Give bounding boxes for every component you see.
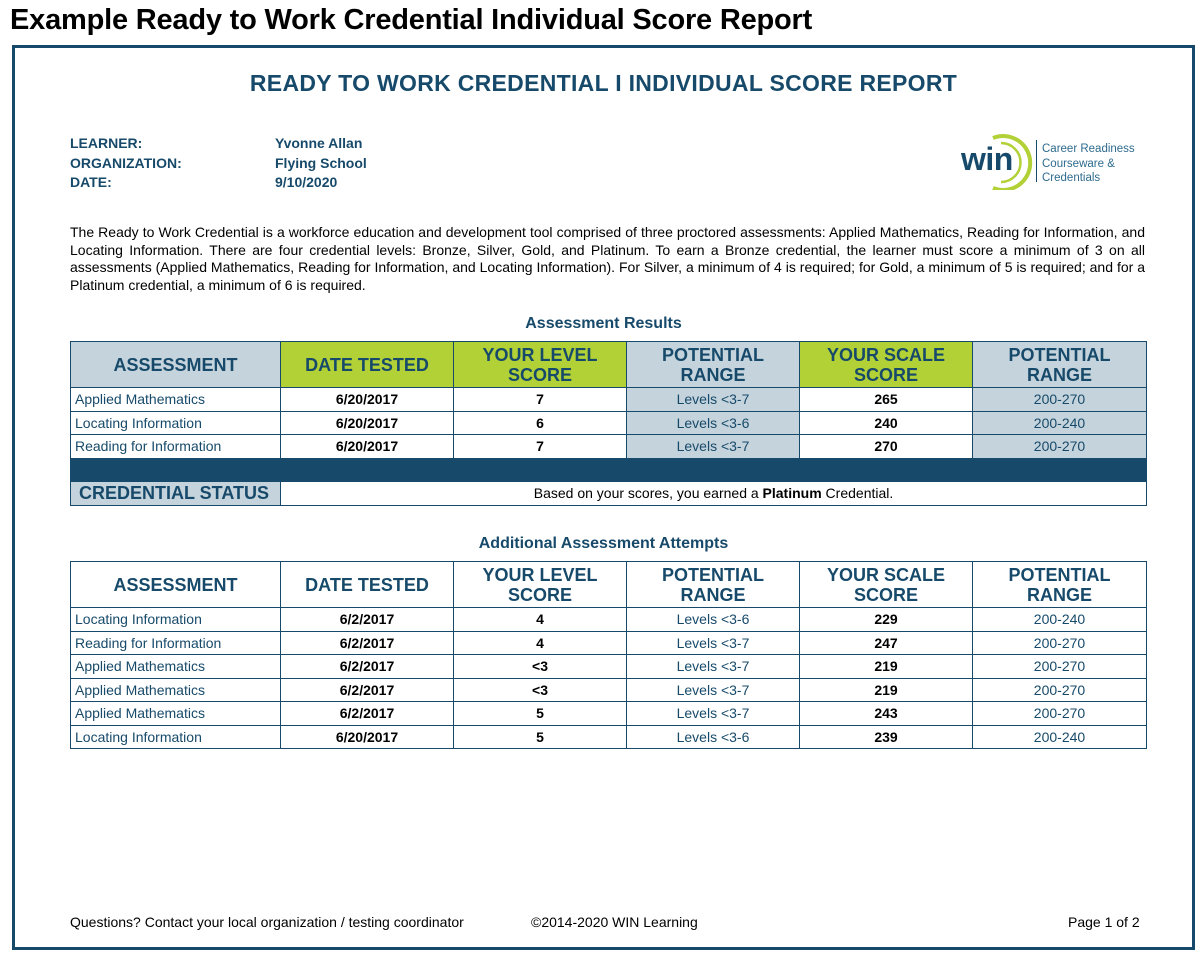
scale-score: 243 <box>800 702 973 726</box>
level-range: Levels <3-6 <box>627 725 800 749</box>
scale-score: 240 <box>800 411 973 435</box>
level-score: 4 <box>454 631 627 655</box>
level-score: 5 <box>454 702 627 726</box>
meta-value: 9/10/2020 <box>275 174 338 190</box>
scale-score: 219 <box>800 655 973 679</box>
assessment-results-table <box>70 341 1147 506</box>
date-tested: 6/20/2017 <box>281 725 454 749</box>
level-score: 7 <box>454 435 627 459</box>
level-score: 6 <box>454 411 627 435</box>
report-frame <box>12 45 1195 950</box>
table-row <box>71 702 1147 726</box>
logo-tagline-line: Career Readiness <box>1042 143 1135 155</box>
divider-band-cell <box>71 458 1147 482</box>
footer-copyright: ©2014-2020 WIN Learning <box>531 914 698 930</box>
assessment-name: Applied Mathematics <box>71 388 281 412</box>
table-header-row <box>71 562 1147 608</box>
header-level-score: YOUR LEVEL SCORE <box>454 342 627 388</box>
scale-score: 247 <box>800 631 973 655</box>
level-range: Levels <3-7 <box>627 388 800 412</box>
logo-wordmark: win <box>961 141 1013 177</box>
table-row <box>71 631 1147 655</box>
additional-attempts-title: Additional Assessment Attempts <box>478 535 729 552</box>
header-potential-range: POTENTIAL RANGE <box>973 562 1147 608</box>
level-range: Levels <3-6 <box>627 411 800 435</box>
logo-tagline-line: Courseware & <box>1042 157 1115 170</box>
header-assessment: ASSESSMENT <box>71 342 281 388</box>
meta-row-learner <box>70 134 367 154</box>
level-score: 7 <box>454 388 627 412</box>
scale-score: 270 <box>800 435 973 459</box>
header-scale-score: YOUR SCALE SCORE <box>800 562 973 608</box>
date-tested: 6/20/2017 <box>281 388 454 412</box>
level-score: 5 <box>454 725 627 749</box>
date-tested: 6/2/2017 <box>281 702 454 726</box>
table-row <box>71 725 1147 749</box>
status-text-after: Credential. <box>821 485 894 502</box>
header-level-score: YOUR LEVEL SCORE <box>454 562 627 608</box>
scale-range: 200-270 <box>973 435 1147 459</box>
meta-row-date <box>70 173 367 193</box>
date-tested: 6/20/2017 <box>281 435 454 459</box>
scale-range: 200-270 <box>973 631 1147 655</box>
scale-score: 239 <box>800 725 973 749</box>
header-potential-range: POTENTIAL RANGE <box>627 342 800 388</box>
credential-level: Platinum <box>762 485 822 502</box>
header-assessment: ASSESSMENT <box>71 562 281 608</box>
header-potential-range: POTENTIAL RANGE <box>973 342 1147 388</box>
meta-row-organization <box>70 154 367 174</box>
scale-range: 200-240 <box>973 411 1147 435</box>
table-row <box>71 435 1147 459</box>
assessment-name: Locating Information <box>71 411 281 435</box>
scale-range: 200-270 <box>973 702 1147 726</box>
scale-range: 200-270 <box>973 655 1147 679</box>
header-scale-score: YOUR SCALE SCORE <box>800 342 973 388</box>
meta-label: DATE: <box>70 174 112 190</box>
assessment-name: Applied Mathematics <box>71 678 281 702</box>
assessment-results-title: Assessment Results <box>525 315 682 332</box>
additional-attempts-table <box>70 561 1147 749</box>
logo-tagline-line: Credentials <box>1042 172 1101 184</box>
assessment-name: Applied Mathematics <box>71 655 281 679</box>
level-range: Levels <3-7 <box>627 702 800 726</box>
assessment-name: Locating Information <box>71 608 281 632</box>
level-score: 4 <box>454 608 627 632</box>
assessment-name: Applied Mathematics <box>71 702 281 726</box>
meta-label: ORGANIZATION: <box>70 154 182 171</box>
level-range: Levels <3-7 <box>627 631 800 655</box>
meta-value: Yvonne Allan <box>275 135 363 151</box>
divider-band <box>71 458 1147 482</box>
scale-score: 265 <box>800 388 973 412</box>
date-tested: 6/2/2017 <box>281 655 454 679</box>
credential-status-row <box>71 482 1147 506</box>
table-row <box>71 608 1147 632</box>
level-score: <3 <box>454 678 627 702</box>
level-range: Levels <3-6 <box>627 608 800 632</box>
header-potential-range: POTENTIAL RANGE <box>627 562 800 608</box>
level-range: Levels <3-7 <box>627 655 800 679</box>
header-date-tested: DATE TESTED <box>281 562 454 608</box>
assessment-name: Reading for Information <box>71 631 281 655</box>
logo-divider <box>1036 140 1037 182</box>
date-tested: 6/20/2017 <box>281 411 454 435</box>
assessment-name: Locating Information <box>71 725 281 749</box>
scale-score: 219 <box>800 678 973 702</box>
logo-tagline <box>1042 142 1135 186</box>
scale-score: 229 <box>800 608 973 632</box>
meta-value: Flying School <box>275 154 367 171</box>
credential-status-label: CREDENTIAL STATUS <box>71 482 281 506</box>
meta-label: LEARNER: <box>70 135 143 151</box>
assessment-name: Reading for Information <box>71 435 281 459</box>
scale-range: 200-240 <box>973 725 1147 749</box>
date-tested: 6/2/2017 <box>281 631 454 655</box>
date-tested: 6/2/2017 <box>281 678 454 702</box>
table-row <box>71 411 1147 435</box>
scale-range: 200-270 <box>973 388 1147 412</box>
page-heading: Example Ready to Work Credential Individual Score Report <box>10 4 813 36</box>
win-logo <box>955 130 1145 190</box>
scale-range: 200-270 <box>973 678 1147 702</box>
table-row <box>71 388 1147 412</box>
level-range: Levels <3-7 <box>627 435 800 459</box>
header-date-tested: DATE TESTED <box>281 342 454 388</box>
report-title: READY TO WORK CREDENTIAL I INDIVIDUAL SCORE REPORT <box>249 70 958 96</box>
table-row <box>71 678 1147 702</box>
credential-status-text <box>281 482 1147 506</box>
level-range: Levels <3-7 <box>627 678 800 702</box>
learner-info <box>70 134 367 193</box>
table-row <box>71 655 1147 679</box>
footer-page-number: Page 1 of 2 <box>1068 914 1140 930</box>
table-header-row <box>71 342 1147 388</box>
date-tested: 6/2/2017 <box>281 608 454 632</box>
status-text-before: Based on your scores, you earned a <box>533 485 763 502</box>
scale-range: 200-240 <box>973 608 1147 632</box>
level-score: <3 <box>454 655 627 679</box>
footer-contact: Questions? Contact your local organization / testing coordinator <box>70 914 464 930</box>
intro-paragraph: The Ready to Work Credential is a workforce education and development tool comprised of three proctored assessments: Applied Mathematics, Reading for Information, and Locating Information. There are four credential levels: Bronze, Silver, Gold, and Platinum. To earn a Bronze credential, the learner must score a minimum of 3 on all assessments (Applied Mathematics, Reading for Information, and Locating Information). For Silver, a minimum of 4 is required; for Gold, a minimum of 5 is required; and for a Platinum credential, a minimum of 6 is required. <box>70 224 1145 293</box>
